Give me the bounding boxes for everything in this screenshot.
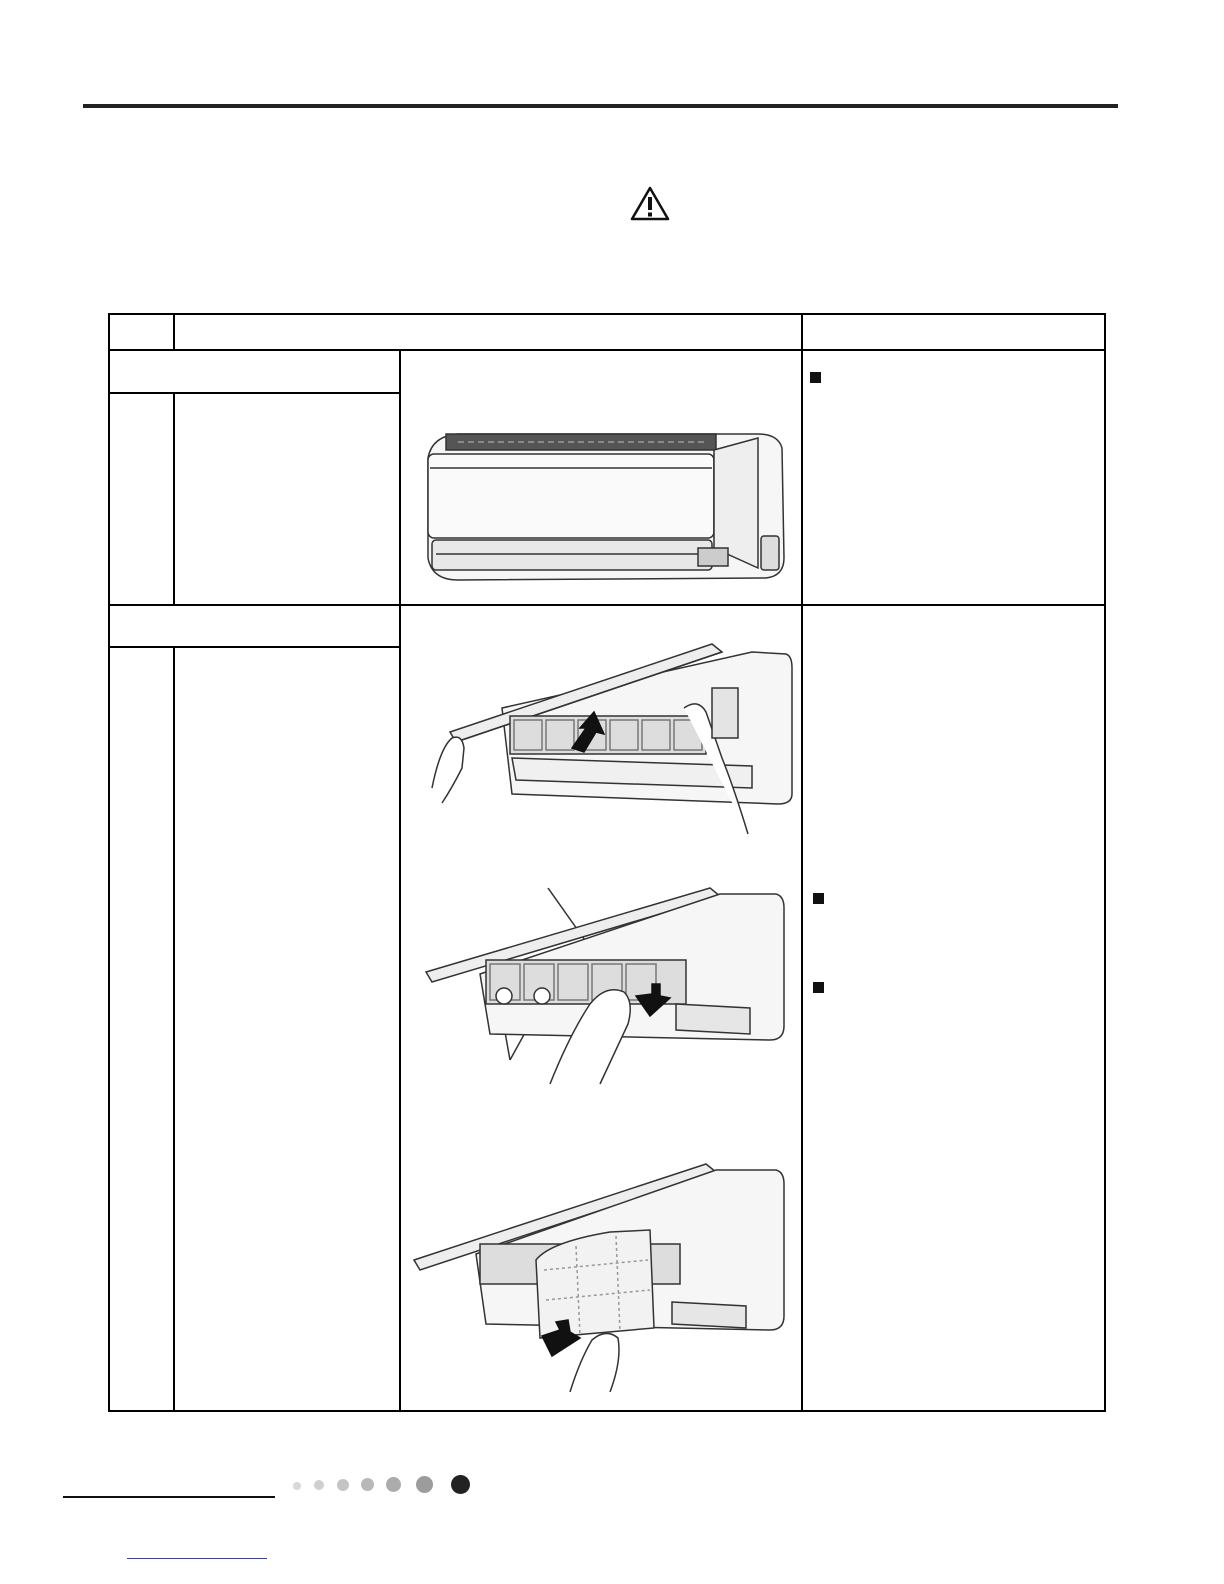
row2-step-divider xyxy=(173,646,175,1411)
page-dot xyxy=(386,1477,401,1492)
table-left-border xyxy=(108,313,110,1412)
page-dot xyxy=(416,1476,433,1493)
indoor-unit-illustration xyxy=(418,428,790,588)
row1-remark-bullet-icon xyxy=(810,372,821,383)
footer-link-underline[interactable] xyxy=(127,1558,267,1559)
pull-out-filter-illustration xyxy=(410,1160,790,1392)
table-top-border xyxy=(108,313,1106,315)
page-dot xyxy=(337,1479,349,1491)
column-divider-remarks xyxy=(801,313,803,1412)
page-dot xyxy=(314,1480,324,1490)
row2-title-separator xyxy=(108,646,400,648)
footer-rule xyxy=(63,1496,275,1498)
page-dot-active xyxy=(451,1475,470,1494)
column-divider-illustration xyxy=(399,349,401,1412)
table-header-separator xyxy=(108,349,1106,351)
warning-triangle-icon xyxy=(630,186,670,222)
row-separator xyxy=(108,604,1106,606)
row2-remark-bullet-icon-2 xyxy=(813,982,824,993)
header-divider-step xyxy=(173,313,175,350)
row1-title-separator xyxy=(108,392,400,394)
table-bottom-border xyxy=(108,1410,1106,1412)
lift-panel-illustration xyxy=(422,638,794,838)
page-dot xyxy=(361,1478,374,1491)
row2-remark-bullet-icon-1 xyxy=(813,893,824,904)
header-rule xyxy=(83,104,1118,108)
table-right-border xyxy=(1104,313,1106,1412)
page-dot xyxy=(293,1482,301,1490)
row1-step-divider xyxy=(173,392,175,605)
unhook-filter-illustration xyxy=(420,884,792,1094)
